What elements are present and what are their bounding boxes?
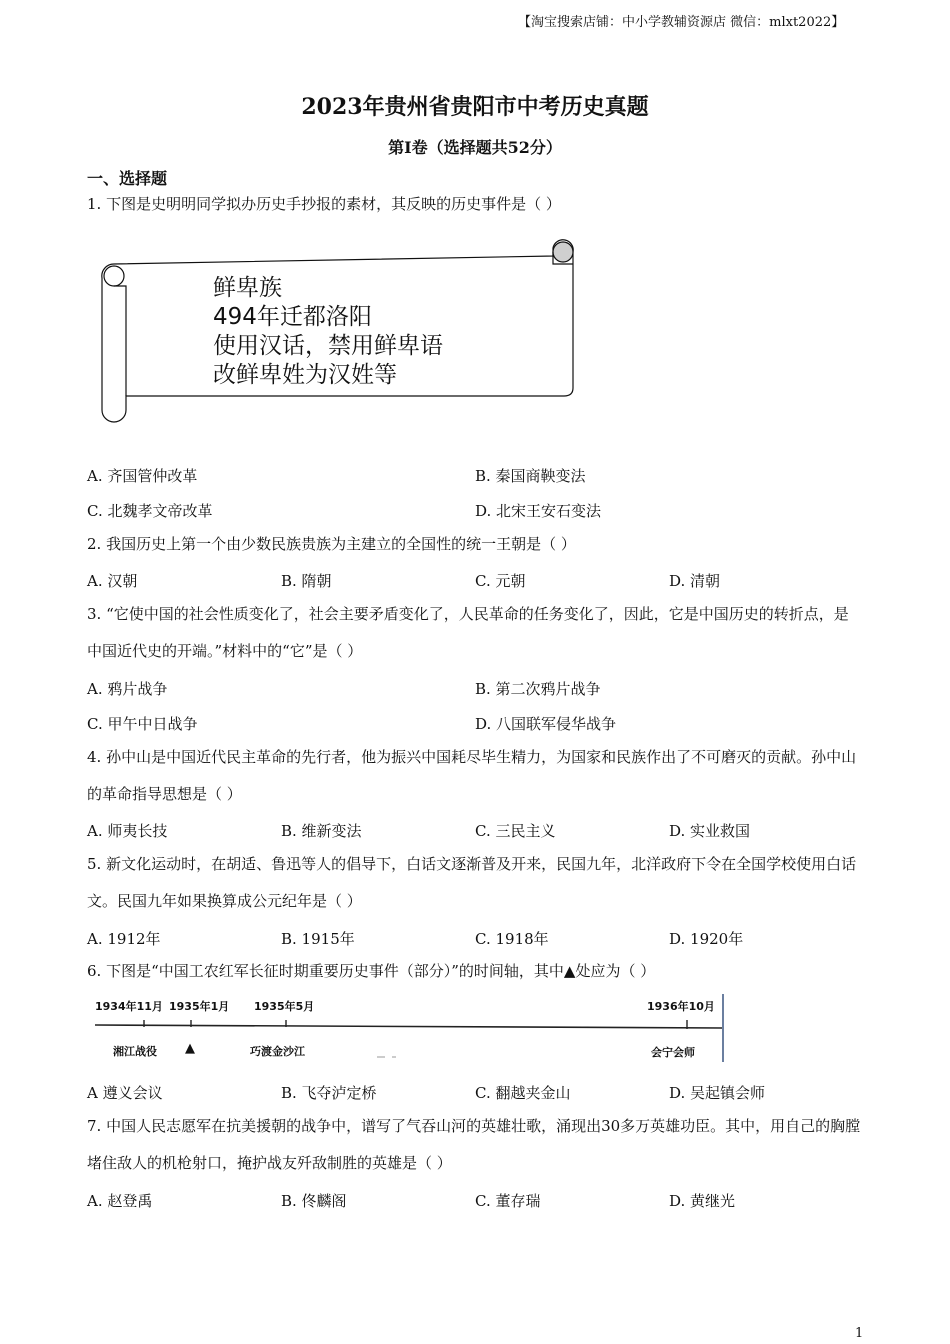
- scroll-line-2: 494年迁都洛阳: [213, 304, 372, 330]
- section-heading: 一、选择题: [87, 169, 168, 188]
- scroll-figure: [98, 238, 578, 423]
- timeline-date-4: 1936年10月: [647, 1000, 715, 1013]
- question-1-stem: 1. 下图是史明明同学拟办历史手抄报的素材，其反映的历史事件是（ ）: [87, 195, 561, 213]
- timeline-date-2: 1935年1月: [169, 1000, 230, 1013]
- question-3-stem: 3. “它使中国的社会性质变化了，社会主要矛盾变化了，人民革命的任务变化了，因此，它是中国历史的转折点，是中国近代史的开端。”材料中的“它”是（ ）: [87, 605, 849, 660]
- q6-option-d[interactable]: D. 吴起镇会师: [669, 1084, 766, 1102]
- timeline-event-2-triangle: ▲: [185, 1041, 195, 1056]
- q5-option-c[interactable]: C. 1918年: [475, 930, 549, 948]
- q1-option-b[interactable]: B. 秦国商鞅变法: [475, 467, 586, 485]
- q4-option-a[interactable]: A. 师夷长技: [87, 822, 168, 840]
- question-2-stem: 2. 我国历史上第一个由少数民族贵族为主建立的全国性的统一王朝是（ ）: [87, 535, 576, 553]
- q5-option-d[interactable]: D. 1920年: [669, 930, 744, 948]
- scroll-line-4: 改鲜卑姓为汉姓等: [213, 362, 397, 388]
- header-note: 【淘宝搜索店铺：中小学教辅资源店 微信：mlxt2022】: [518, 15, 845, 30]
- q5-option-b[interactable]: B. 1915年: [281, 930, 355, 948]
- page-subtitle: 第Ⅰ卷（选择题共52分）: [388, 138, 562, 157]
- timeline-event-1: 湘江战役: [113, 1045, 157, 1058]
- question-4-stem: 4. 孙中山是中国近代民主革命的先行者，他为振兴中国耗尽毕生精力，为国家和民族作出了不可磨灭的贡献。孙中山的革命指导思想是（ ）: [87, 748, 857, 803]
- timeline-event-3: 巧渡金沙江: [250, 1045, 305, 1058]
- q7-option-c[interactable]: C. 董存瑞: [475, 1192, 541, 1210]
- timeline-event-4: 会宁会师: [651, 1046, 695, 1059]
- q1-option-a[interactable]: A. 齐国管仲改革: [87, 467, 198, 485]
- q6-option-c[interactable]: C. 翻越夹金山: [475, 1084, 571, 1102]
- scroll-line-1: 鲜卑族: [213, 275, 282, 301]
- q4-option-d[interactable]: D. 实业救国: [669, 822, 751, 840]
- timeline-date-1: 1934年11月: [95, 1000, 163, 1013]
- page-title: 2023年贵州省贵阳市中考历史真题: [301, 94, 649, 120]
- q5-option-a[interactable]: A. 1912年: [87, 930, 161, 948]
- longmarch-timeline: [87, 992, 737, 1064]
- q3-option-b[interactable]: B. 第二次鸦片战争: [475, 680, 601, 698]
- q4-option-b[interactable]: B. 维新变法: [281, 822, 362, 840]
- q7-option-b[interactable]: B. 佟麟阁: [281, 1192, 347, 1210]
- q1-option-c[interactable]: C. 北魏孝文帝改革: [87, 502, 213, 520]
- question-5-stem: 5. 新文化运动时，在胡适、鲁迅等人的倡导下，白话文逐渐普及开来，民国九年，北洋政府下令在全国学校使用白话文。民国九年如果换算成公元纪年是（ ）: [87, 855, 857, 910]
- q6-option-b[interactable]: B. 飞夺泸定桥: [281, 1084, 377, 1102]
- question-7-stem: 7. 中国人民志愿军在抗美援朝的战争中，谱写了气吞山河的英雄壮歌，涌现出30多万英雄功臣。其中，用自己的胸膛堵住敌人的机枪射口，掩护战友歼敌制胜的英雄是（ ）: [87, 1117, 861, 1172]
- q4-option-c[interactable]: C. 三民主义: [475, 822, 556, 840]
- q3-option-d[interactable]: D. 八国联军侵华战争: [475, 715, 617, 733]
- page-number: 1: [855, 1326, 864, 1341]
- timeline-date-3: 1935年5月: [254, 1000, 315, 1013]
- q3-option-c[interactable]: C. 甲午中日战争: [87, 715, 198, 733]
- scroll-line-3: 使用汉话，禁用鲜卑语: [213, 333, 443, 359]
- q6-option-a[interactable]: A 遵义会议: [87, 1084, 163, 1102]
- q2-option-d[interactable]: D. 清朝: [669, 572, 721, 590]
- q7-option-a[interactable]: A. 赵登禹: [87, 1192, 153, 1210]
- q2-option-b[interactable]: B. 隋朝: [281, 572, 332, 590]
- q1-option-d[interactable]: D. 北宋王安石变法: [475, 502, 602, 520]
- q7-option-d[interactable]: D. 黄继光: [669, 1192, 736, 1210]
- q3-option-a[interactable]: A. 鸦片战争: [87, 680, 168, 698]
- q2-option-a[interactable]: A. 汉朝: [87, 572, 138, 590]
- question-6-stem: 6. 下图是“中国工农红军长征时期重要历史事件（部分）”的时间轴，其中▲处应为（ ）: [87, 962, 656, 980]
- q2-option-c[interactable]: C. 元朝: [475, 572, 526, 590]
